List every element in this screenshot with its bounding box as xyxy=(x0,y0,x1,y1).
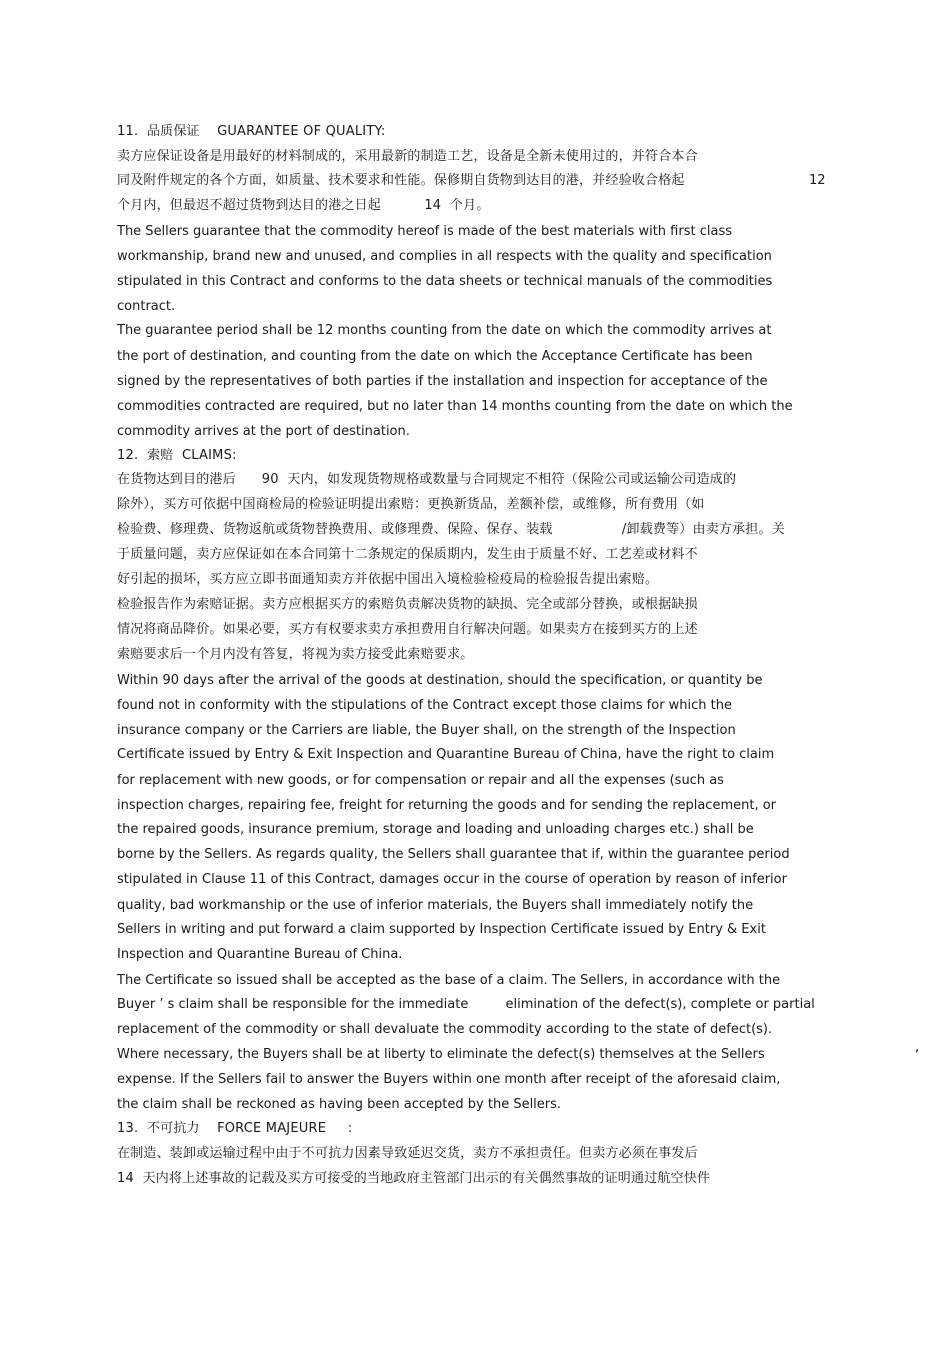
text-line: 12. 索赔 CLAIMS: xyxy=(117,448,237,463)
text-line: inspection charges, repairing fee, freight for returning the goods and for sending the replacement, or xyxy=(117,798,777,813)
text-line: 个月内，但最迟不超过货物到达目的港之日起 14 个月。 xyxy=(117,198,490,213)
text-line: commodities contracted are required, but no later than 14 months counting from the date on which the xyxy=(117,399,793,414)
text-line: 检验报告作为索赔证据。卖方应根据买方的索赔负责解决货物的缺损、完全或部分替换，或根据缺损 xyxy=(117,597,698,612)
text-line: 11. 品质保证 GUARANTEE OF QUALITY: xyxy=(117,124,386,139)
text-line: Within 90 days after the arrival of the goods at destination, should the specification, or quantity be xyxy=(117,673,763,688)
text-line: 13. 不可抗力 FORCE MAJEURE : xyxy=(117,1121,353,1136)
text-line: insurance company or the Carriers are liable, the Buyer shall, on the strength of the Inspection xyxy=(117,723,736,738)
text-line: signed by the representatives of both parties if the installation and inspection for acceptance of the xyxy=(117,374,768,389)
text-line: expense. If the Sellers fail to answer the Buyers within one month after receipt of the aforesaid claim, xyxy=(117,1072,781,1087)
text-line: The guarantee period shall be 12 months counting from the date on which the commodity arrives at xyxy=(117,323,772,338)
text-line: 在货物达到目的港后 90 天内，如发现货物规格或数量与合同规定不相符（保险公司或运输公司造成的 xyxy=(117,472,737,487)
text-line: the port of destination, and counting from the date on which the Acceptance Certificate has been xyxy=(117,349,753,364)
margin-comma: , xyxy=(915,1040,920,1055)
text-line: The Sellers guarantee that the commodity hereof is made of the best materials with first class xyxy=(117,224,732,239)
text-line: replacement of the commodity or shall devaluate the commodity according to the state of defect(s). xyxy=(117,1022,773,1037)
text-line: workmanship, brand new and unused, and complies in all respects with the quality and specification xyxy=(117,249,772,264)
text-line: 同及附件规定的各个方面，如质量、技术要求和性能。保修期自货物到达目的港，并经验收合格起 xyxy=(117,173,685,188)
text-line: Sellers in writing and put forward a claim supported by Inspection Certificate issued by Entry & Exit xyxy=(117,922,766,937)
text-line: Inspection and Quarantine Bureau of China. xyxy=(117,947,403,962)
text-line: borne by the Sellers. As regards quality, the Sellers shall guarantee that if, within the guarantee period xyxy=(117,847,790,862)
text-line: stipulated in this Contract and conforms to the data sheets or technical manuals of the commodities xyxy=(117,274,773,289)
text-line: 14 天内将上述事故的记载及买方可接受的当地政府主管部门出示的有关偶然事故的证明通过航空快件 xyxy=(117,1171,711,1186)
text-line: contract. xyxy=(117,299,176,314)
text-line: Buyer ’ s claim shall be responsible for the immediate elimination of the defect(s), complete or partial xyxy=(117,997,815,1012)
text-line: 在制造、装卸或运输过程中由于不可抗力因素导致延迟交货，卖方不承担责任。但卖方必须在事发后 xyxy=(117,1146,698,1161)
text-line: 检验费、修理费、货物返航或货物替换费用、或修理费、保险、保存、装载 /卸载费等）由卖方承担。关 xyxy=(117,522,785,537)
text-line: 情况将商品降价。如果必要，买方有权要求卖方承担费用自行解决问题。如果卖方在接到买方的上述 xyxy=(117,622,698,637)
text-line: the repaired goods, insurance premium, storage and loading and unloading charges etc.) shall be xyxy=(117,822,754,837)
text-line: 于质量问题，卖方应保证如在本合同第十二条规定的保质期内，发生由于质量不好、工艺差或材料不 xyxy=(117,547,698,562)
text-line: the claim shall be reckoned as having been accepted by the Sellers. xyxy=(117,1097,562,1112)
text-line: Where necessary, the Buyers shall be at liberty to eliminate the defect(s) themselves at the Sellers xyxy=(117,1047,765,1062)
text-line: 除外），买方可依据中国商检局的检验证明提出索赔：更换新货品，差额补偿，或维修，所有费用（如 xyxy=(117,497,705,512)
text-line: quality, bad workmanship or the use of inferior materials, the Buyers shall immediately notify the xyxy=(117,898,754,913)
text-line: commodity arrives at the port of destination. xyxy=(117,424,410,439)
text-line: stipulated in Clause 11 of this Contract, damages occur in the course of operation by reason of inferior xyxy=(117,872,787,887)
text-line: found not in conformity with the stipulations of the Contract except those claims for which the xyxy=(117,698,733,713)
text-line: 索赔要求后一个月内没有答复，将视为卖方接受此索赔要求。 xyxy=(117,647,474,662)
margin-number: 12 xyxy=(809,173,826,188)
text-line: Certificate issued by Entry & Exit Inspection and Quarantine Bureau of China, have the right to claim xyxy=(117,747,775,762)
text-line: 好引起的损坏，买方应立即书面通知卖方并依据中国出入境检验检疫局的检验报告提出索赔。 xyxy=(117,572,659,587)
text-line: The Certificate so issued shall be accepted as the base of a claim. The Sellers, in accordance with the xyxy=(117,973,781,988)
text-line: for replacement with new goods, or for compensation or repair and all the expenses (such as xyxy=(117,773,724,788)
text-line: 卖方应保证设备是用最好的材料制成的，采用最新的制造工艺，设备是全新未使用过的，并符合本合 xyxy=(117,149,698,164)
